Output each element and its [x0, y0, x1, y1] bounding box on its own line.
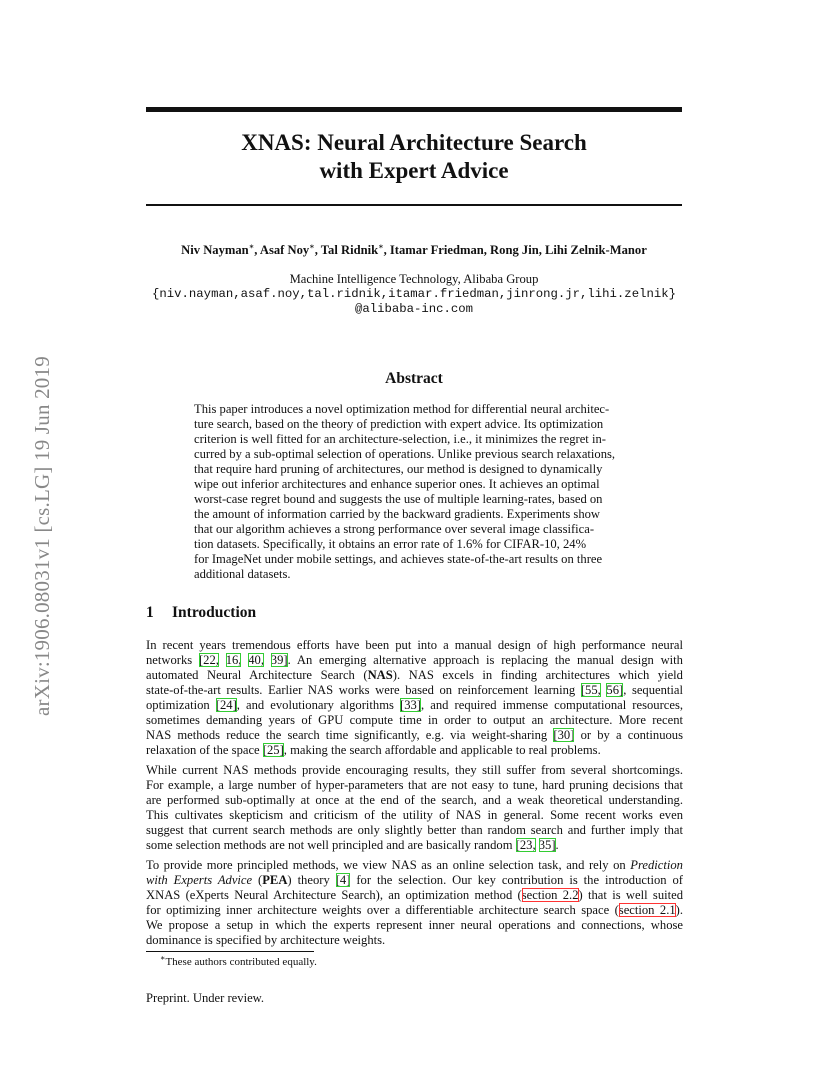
- equal-contrib-mark: ∗: [248, 241, 255, 251]
- paper-title: [146, 129, 682, 185]
- section-link[interactable]: section 2.1: [618, 903, 676, 917]
- section-number: 1: [146, 604, 154, 621]
- affiliation-block: [100, 271, 728, 317]
- abstract-line: that require hard pruning of architectures, our method is designed to dynamically: [194, 462, 603, 476]
- section-link[interactable]: section 2.2: [521, 888, 579, 902]
- emails-line-1: {niv.nayman,asaf.noy,tal.ridnik,itamar.friedman,jinrong.jr,lihi.zelnik}: [152, 287, 676, 301]
- abstract-body: [194, 402, 634, 582]
- intro-paragraph-2: While current NAS methods provide encouraging results, they still suffer from several shortcomings. For example, a large number of hyper-parameters that are not easy to tune, hard pruning decisions that are performed sub-optimally at once at the end of the search, and a weak theoretical understanding. This cultivates skepticism and criticism of the utility of NAS in general. Some recent works even suggest that current search methods are only slightly better than random search and further imply that some selection methods are not well principled and are basically random [23, 35].: [146, 763, 683, 852]
- title-line-1: XNAS: Neural Architecture Search: [241, 130, 587, 155]
- equal-contrib-mark: ∗: [378, 241, 384, 251]
- section-heading: [146, 603, 256, 623]
- citation-link[interactable]: [22,: [198, 653, 219, 667]
- citation-link[interactable]: [55,: [580, 683, 601, 697]
- citation-link[interactable]: 16,: [225, 653, 242, 667]
- abstract-line: ture search, based on the theory of prediction with expert advice. Its optimization: [194, 417, 604, 431]
- author-list: Niv Nayman∗, Asaf Noy∗, Tal Ridnik∗, Itamar Friedman, Rong Jin, Lihi Zelnik-Manor: [181, 241, 647, 257]
- citation-link[interactable]: 56]: [606, 683, 624, 697]
- footnote-rule: [146, 951, 314, 952]
- abstract-line: for ImageNet under mobile settings, and achieves state-of-the-art results on three: [194, 552, 603, 566]
- citation-link[interactable]: [25]: [262, 743, 284, 757]
- title-line-2: with Expert Advice: [319, 158, 509, 183]
- citation-link[interactable]: [30]: [553, 728, 575, 742]
- citation-link[interactable]: [4]: [335, 873, 351, 887]
- citation-link[interactable]: 35]: [538, 838, 556, 852]
- abstract-line: additional datasets.: [194, 567, 291, 581]
- abstract-line: wipe out inferior architectures and enhance superior ones. It achieves an optimal: [194, 477, 600, 491]
- title-bottom-rule: [146, 204, 682, 206]
- abstract-line: worst-case regret bound and suggests the use of multiple learning-rates, based on: [194, 492, 603, 506]
- emails-line-2: @alibaba-inc.com: [354, 302, 474, 316]
- abstract-line: This paper introduces a novel optimization method for differential neural architec-: [194, 402, 610, 416]
- author-1: Niv Nayman: [181, 243, 249, 257]
- section-title: Introduction: [172, 604, 257, 621]
- intro-paragraph-1: In recent years tremendous efforts have been put into a manual design of high performance neural networks [22, 16, 40, 39]. An emerging alternative approach is replacing the manual design with automated Neural Architecture Search (NAS). NAS excels in finding architectures which yield state-of-the-art results. Earlier NAS works were based on reinforcement learning [55, 56], sequential optimization [24], and evolutionary algorithms [33], and required immense computational resources, sometimes demanding years of GPU compute time in order to output an architecture. More recent NAS methods reduce the search time significantly, e.g. via weight-sharing [30] or by a continuous relaxation of the space [25], making the search affordable and applicable to real problems.: [146, 638, 684, 757]
- footnote: ∗These authors contributed equally.: [160, 953, 317, 968]
- citation-link[interactable]: [23,: [515, 838, 536, 852]
- abstract-line: tion datasets. Specifically, it obtains an error rate of 1.6% for CIFAR-10, 24%: [194, 537, 587, 551]
- affiliation: Machine Intelligence Technology, Alibaba Group: [289, 272, 539, 286]
- preprint-notice: Preprint. Under review.: [146, 991, 265, 1005]
- citation-link[interactable]: [33]: [400, 698, 422, 712]
- abstract-line: that our algorithm achieves a strong performance over several image classifica-: [194, 522, 595, 536]
- author-3: Tal Ridnik: [320, 243, 379, 257]
- equal-contrib-mark: ∗: [309, 241, 315, 251]
- author-2: Asaf Noy: [259, 243, 310, 257]
- citation-link[interactable]: [24]: [215, 698, 237, 712]
- citation-link[interactable]: 40,: [248, 653, 264, 667]
- abstract-line: criterion is well fitted for an architecture-selection, i.e., it minimizes the regret in-: [194, 432, 606, 446]
- intro-paragraph-3: To provide more principled methods, we view NAS as an online selection task, and rely on Prediction with Experts Advice (PEA) theory [4] for the selection. Our key contribution is the introduction of XNAS (eXperts Neural Architecture Search), an optimization method (section 2.2) that is well suited for optimizing inner architecture weights over a differentiable architecture search space (section 2.1). We propose a setup in which the experts represent inner neural operations and connections, whose dominance is specified by architecture weights.: [146, 858, 683, 947]
- abstract-line: curred by a sub-optimal selection of operations. Unlike previous search relaxations,: [194, 447, 616, 461]
- citation-link[interactable]: 39]: [270, 653, 288, 667]
- abstract-line: the amount of information carried by the backward gradients. Experiments show: [194, 507, 601, 521]
- arxiv-stamp: arXiv:1906.08031v1 [cs.LG] 19 Jun 2019: [30, 356, 54, 716]
- title-top-rule: [146, 107, 682, 112]
- abstract-heading: Abstract: [385, 370, 443, 387]
- authors-rest: Itamar Friedman, Rong Jin, Lihi Zelnik-Manor: [389, 243, 647, 257]
